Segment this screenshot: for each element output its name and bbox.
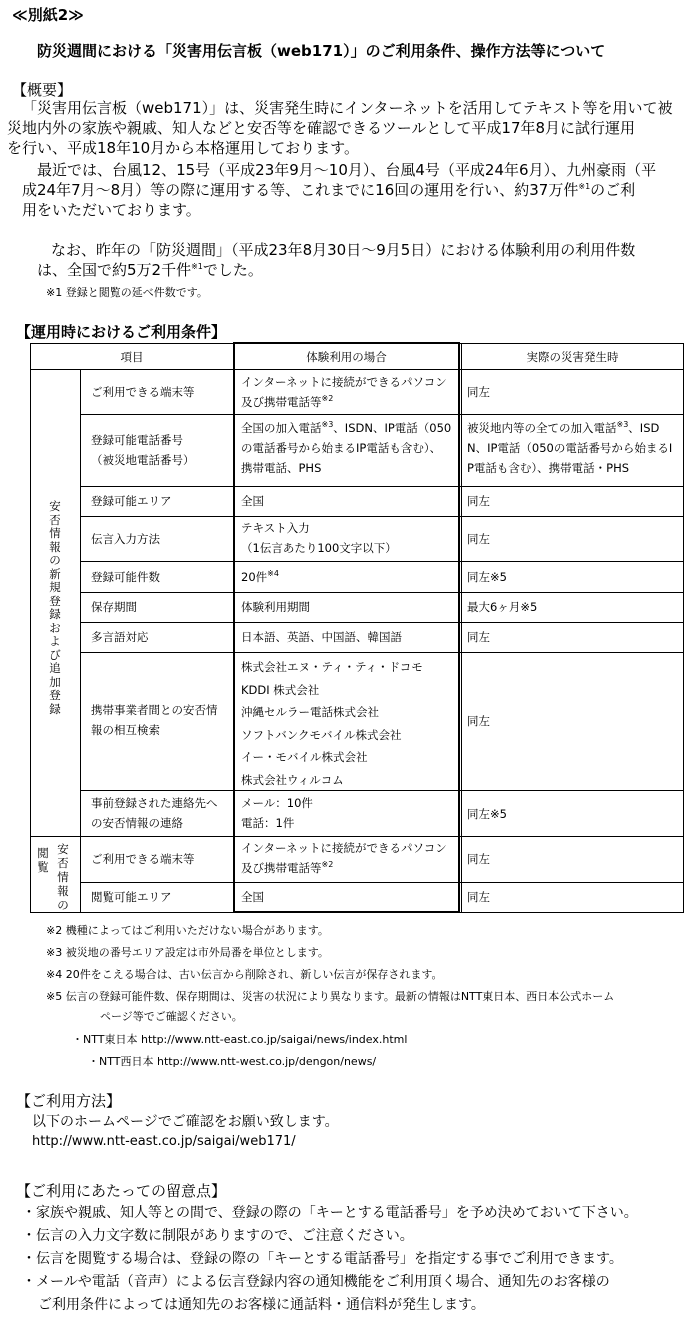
r11-item: 閲覧可能エリア	[91, 890, 172, 904]
page-title: 防災週間における「災害用伝言板（web171）」のご利用条件、操作方法等について	[37, 42, 606, 60]
r2-trial	[241, 418, 451, 478]
carrier-item: イー・モバイル株式会社	[241, 750, 368, 764]
table-heading: 【運用時におけるご利用条件】	[16, 323, 227, 341]
carrier-item: 沖縄セルラー電話株式会社	[241, 705, 379, 719]
r6-trial: 体験利用期間	[241, 600, 310, 614]
overview-para2-line3: 用をいただいております。	[22, 201, 201, 219]
r2-trial-line1-b: 、ISDN、IP電話（050	[333, 421, 452, 435]
cautions-heading: 【ご利用にあたっての留意点】	[16, 1182, 227, 1200]
r5-actual: 同左※5	[467, 570, 507, 584]
r4-actual: 同左	[467, 532, 490, 546]
r10-item: ご利用できる端末等	[91, 852, 195, 866]
r2-item-line2: （被災地電話番号）	[91, 453, 195, 468]
r10-trial-line2	[241, 858, 447, 878]
r9-trial	[241, 793, 313, 833]
r9-item-line2: の安否情報の連絡	[91, 816, 183, 831]
r7-item: 多言語対応	[91, 630, 149, 644]
r4-trial-line2: （1伝言あたり100文字以下）	[241, 541, 397, 556]
carrier-item: 株式会社エヌ・ティ・ティ・ドコモ	[241, 660, 423, 674]
r6-actual: 最大6ヶ月※5	[467, 600, 538, 614]
carrier-item: KDDI 株式会社	[241, 682, 320, 697]
r4-item: 伝言入力方法	[91, 532, 160, 546]
note-2: ※2 機種によってはご利用いただけない場合があります。	[46, 924, 329, 937]
footnote-ref: ※3	[616, 420, 629, 430]
footnote-ref: ※1	[191, 262, 203, 271]
overview-para2-line2-tail: のご利	[590, 181, 636, 199]
r1-trial	[241, 372, 447, 412]
usage-text: 以下のホームページでご確認をお願い致します。	[32, 1114, 339, 1130]
caution-item: ・伝言を閲覧する場合は、登録の際の「キーとする電話番号」を指定する事でご利用できます。	[22, 1251, 623, 1267]
r10-trial	[241, 838, 447, 878]
r2-actual-line1-b: 、ISD	[628, 421, 660, 435]
overview-para3-tail: でした。	[202, 261, 263, 279]
cautions-list	[22, 1202, 638, 1317]
group-view-a: 閲覧	[37, 846, 49, 874]
usage-heading: 【ご利用方法】	[16, 1092, 122, 1110]
overview-para3-line1: なお、昨年の「防災週間」（平成23年8月30日～9月5日）における体験利用の利用件数	[51, 241, 636, 259]
r9-trial-line2: 電話：1件	[241, 816, 295, 831]
overview-para1	[7, 98, 673, 158]
r1-trial-line2	[241, 392, 447, 412]
r3-trial: 全国	[241, 494, 264, 508]
overview-para1-line: 「災害用伝言板（web171）」は、災害発生時にインターネットを活用してテキスト等を用いて被	[22, 99, 673, 117]
r2-trial-line1-a: 全国の加入電話	[241, 421, 322, 435]
overview-para3	[37, 240, 635, 280]
r5-item: 登録可能件数	[91, 570, 160, 584]
r5-trial-text: 20件	[241, 570, 268, 584]
footnote-ref: ※4	[267, 569, 279, 579]
usage-url[interactable]: http://www.ntt-east.co.jp/saigai/web171/	[32, 1134, 296, 1149]
r11-actual: 同左	[467, 890, 490, 904]
r8-carriers	[241, 656, 423, 791]
r8-item-line2: 報の相互検索	[91, 723, 160, 738]
r9-item	[91, 793, 218, 833]
footnote-1: ※1 登録と閲覧の延べ件数です。	[46, 286, 208, 299]
r4-trial	[241, 518, 397, 558]
carrier-item: ソフトバンクモバイル株式会社	[241, 727, 402, 742]
r7-actual: 同左	[467, 630, 490, 644]
ntt-east-link[interactable]: ・NTT東日本 http://www.ntt-east.co.jp/saigai/news/index.html	[72, 1033, 408, 1046]
r2-trial-line2: の電話番号から始まるIP電話も含む）、	[241, 441, 442, 456]
footnote-ref: ※1	[578, 182, 591, 191]
caution-item-cont: ご利用条件によっては通知先のお客様に通話料・通信料が発生します。	[38, 1297, 485, 1313]
overview-para2	[22, 160, 656, 220]
note-5-line2: ページ等でご確認ください。	[100, 1010, 243, 1023]
ntt-west-link[interactable]: ・NTT西日本 http://www.ntt-west.co.jp/dengon/news/	[88, 1055, 377, 1068]
caution-item: ・メールや電話（音声）による伝言登録内容の通知機能をご利用頂く場合、通知先のお客様の	[22, 1274, 610, 1290]
r9-trial-line1: メール：10件	[241, 796, 313, 810]
r3-actual: 同左	[467, 494, 490, 508]
footnote-ref: ※3	[321, 420, 334, 430]
r2-actual-line1-a: 被災地内等の全ての加入電話	[467, 421, 617, 435]
header-item: 項目	[120, 350, 144, 364]
r2-actual-line3: P電話も含む）、携帯電話・PHS	[467, 461, 630, 476]
r11-trial: 全国	[241, 890, 264, 904]
r4-trial-line1: テキスト入力	[241, 521, 310, 535]
r7-trial: 日本語、英語、中国語、韓国語	[241, 630, 402, 644]
overview-para1-line: 災地内外の家族や親戚、知人などと安否等を確認できるツールとして平成17年8月に試行運用	[7, 119, 636, 137]
overview-para2-line2	[22, 180, 656, 200]
header-trial: 体験利用の場合	[306, 350, 387, 364]
overview-para3-line2	[37, 260, 635, 280]
r2-trial-line1	[241, 418, 451, 438]
r6-item: 保存期間	[91, 600, 137, 614]
group-registration: 安否情報の新規登録および追加登録	[49, 499, 61, 716]
r5-trial	[241, 567, 279, 587]
note-5-line1: ※5 伝言の登録可能件数、保存期間は、災害の状況により異なります。最新の情報はNTT東日本、西日本公式ホーム	[46, 990, 615, 1003]
overview-para1-line: を行い、平成18年10月から本格運用しております。	[7, 139, 359, 157]
overview-para2-line1: 最近では、台風12、15号（平成23年9月～10月）、台風4号（平成24年6月）、九州豪雨（平	[37, 161, 657, 179]
r1-trial-line1: インターネットに接続ができるパソコン	[241, 375, 447, 389]
note-4: ※4 20件をこえる場合は、古い伝言から削除され、新しい伝言が保存されます。	[46, 968, 443, 981]
footnote-ref: ※2	[321, 860, 334, 870]
attachment-label: ≪別紙2≫	[12, 6, 84, 24]
r1-trial-line2-text: 及び携帯電話等	[241, 395, 322, 410]
r8-item	[91, 700, 218, 740]
footnote-ref: ※2	[321, 394, 334, 404]
r2-actual-line1	[467, 418, 672, 438]
caution-item: ・伝言の入力文字数に制限がありますので、ご注意ください。	[22, 1228, 414, 1244]
caution-item: ・家族や親戚、知人等との間で、登録の際の「キーとする電話番号」を予め決めておいて下さい。	[22, 1205, 638, 1221]
r2-item-line1: 登録可能電話番号	[91, 433, 183, 447]
overview-heading: 【概要】	[12, 81, 73, 99]
r10-actual: 同左	[467, 852, 490, 866]
r2-actual-line2: N、IP電話（050の電話番号から始まるI	[467, 441, 673, 456]
r10-trial-line1: インターネットに接続ができるパソコン	[241, 841, 447, 855]
r3-item: 登録可能エリア	[91, 494, 172, 508]
r1-item: ご利用できる端末等	[91, 385, 195, 399]
header-actual: 実際の災害発生時	[526, 350, 619, 364]
note-3: ※3 被災地の番号エリア設定は市外局番を単位とします。	[46, 946, 329, 959]
r1-actual: 同左	[467, 385, 490, 399]
overview-para2-line2-text: 成24年7月～8月）等の際に運用する等、これまでに16回の運用を行い、約37万件	[22, 181, 579, 199]
overview-para3-line2-text: は、全国で約5万2千件	[37, 261, 192, 279]
r10-trial-line2-text: 及び携帯電話等	[241, 861, 322, 876]
r2-trial-line3: 携帯電話、PHS	[241, 461, 322, 476]
r8-item-line1: 携帯事業者間との安否情	[91, 703, 218, 717]
r9-item-line1: 事前登録された連絡先へ	[91, 796, 218, 810]
carrier-item: 株式会社ウィルコム	[241, 772, 344, 787]
r2-item	[91, 430, 195, 470]
r8-actual: 同左	[467, 714, 490, 728]
r2-actual	[467, 418, 672, 478]
group-view-b: 安否情報の	[57, 842, 69, 912]
r9-actual: 同左※5	[467, 807, 507, 821]
